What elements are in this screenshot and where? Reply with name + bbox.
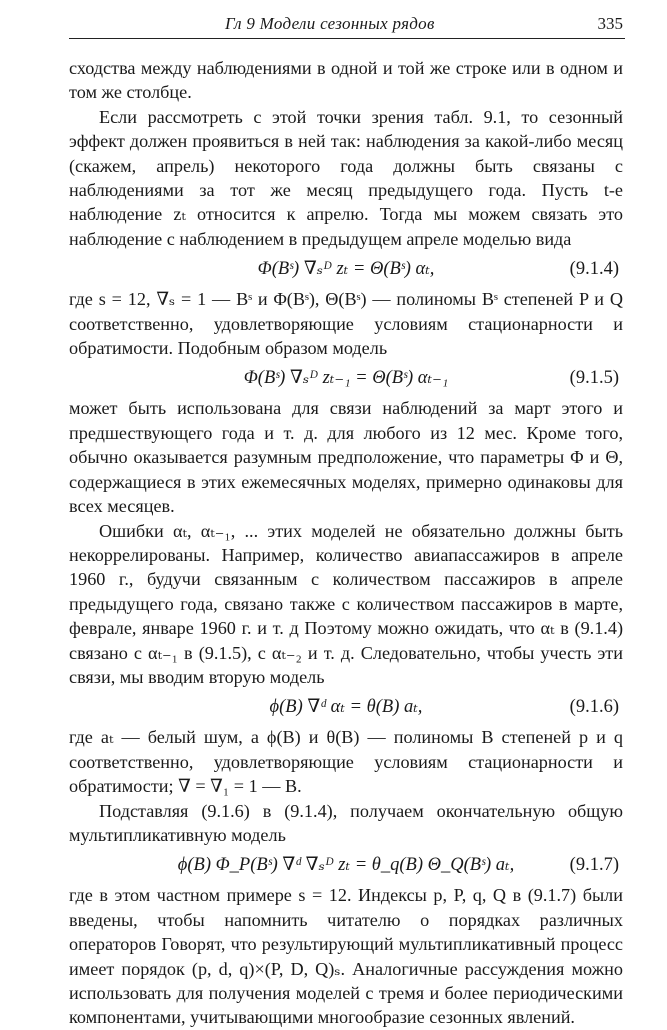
equation-9-1-5	[69, 362, 623, 395]
paragraph-5: Ошибки αₜ, αₜ₋₁, ... этих моделей не обязательно должны быть некоррелированы. Например, количество авиапассажиров в апреле 1960 г., будучи связанным с количеством пассажиров в апреле предыдущего года, связано также с количеством пассажиров в марте, феврале, январе 1960 г. и т. д Поэтому можно ожидать, что αₜ в (9.1.4) связано с αₜ₋₁ в (9.1.5), с αₜ₋₂ и т. д. Следовательно, чтобы учесть эти связи, мы вводим вторую модель	[69, 520, 623, 687]
paragraph-3: где s = 12, ∇ₛ = 1 — Bˢ и Φ(Bˢ), Θ(Bˢ) — полиномы Bˢ степеней P и Q соответственно, удовлетворяющие условиям стационарности и обратимости. Подобным образом модель	[69, 289, 623, 359]
equation-9-1-4	[69, 253, 623, 286]
equation-formula: ϕ(B) ∇ᵈ αₜ = θ(B) aₜ,	[269, 697, 423, 718]
equation-formula: ϕ(B) Φ_P(Bˢ) ∇ᵈ ∇ₛᴰ zₜ = θ_q(B) Θ_Q(Bˢ) aₜ,	[177, 855, 515, 876]
equation-formula: Φ(Bˢ) ∇ₛᴰ zₜ = Θ(Bˢ) αₜ,	[257, 259, 435, 280]
equation-number: (9.1.5)	[569, 368, 619, 389]
page-number: 335	[597, 14, 623, 33]
equation-number: (9.1.7)	[569, 855, 619, 876]
paragraph-2: Если рассмотреть с этой точки зрения табл. 9.1, то сезонный эффект должен проявиться в ней так: наблюдения за какой-либо месяц (скажем, апрель) некоторого года должны быть связаны с наблюдениями за тот же месяц предыдущего года. Пусть t-е наблюдение zₜ относится к апрелю. Тогда мы можем связать это наблюдение с наблюдением в предыдущем апреле моделью вида	[69, 106, 623, 249]
chapter-title: Гл 9 Модели сезонных рядов	[225, 14, 435, 33]
main-text	[69, 56, 623, 1030]
equation-number: (9.1.6)	[569, 697, 619, 718]
equation-formula: Φ(Bˢ) ∇ₛᴰ zₜ₋₁ = Θ(Bˢ) αₜ₋₁	[243, 368, 449, 389]
equation-9-1-7	[69, 849, 623, 882]
equation-number: (9.1.4)	[569, 259, 619, 280]
paragraph-1: сходства между наблюдениями в одной и той же строке или в одном и том же столбце.	[69, 58, 623, 103]
running-header	[69, 12, 625, 39]
paragraph-4: может быть использована для связи наблюдений за март этого и предшествующего года и т. д. для любого из 12 мес. Кроме того, обычно оказывается разумным предположение, что параметры Φ и Θ, содержащиеся в этих ежемесячных моделях, примерно одинаковы для всех месяцев.	[69, 398, 623, 517]
paragraph-7: Подставляя (9.1.6) в (9.1.4), получаем окончательную общую мультипликативную модель	[69, 800, 623, 845]
paragraph-6: где aₜ — белый шум, а ϕ(B) и θ(B) — полиномы B степеней p и q соответственно, удовлетворяющие условиям стационарности и обратимости; ∇ = ∇₁ = 1 — B.	[69, 727, 623, 797]
paragraph-8: где в этом частном примере s = 12. Индексы p, P, q, Q в (9.1.7) были введены, чтобы напомнить читателю о порядках различных операторов Говорят, что результирующий мультипликативный процесс имеет порядок (p, d, q)×(P, D, Q)ₛ. Аналогичные рассуждения можно использовать для получения моделей с тремя и более периодическими компонентами, учитывающими многообразие сезонных явлений.	[69, 885, 623, 1028]
equation-9-1-6	[69, 691, 623, 724]
